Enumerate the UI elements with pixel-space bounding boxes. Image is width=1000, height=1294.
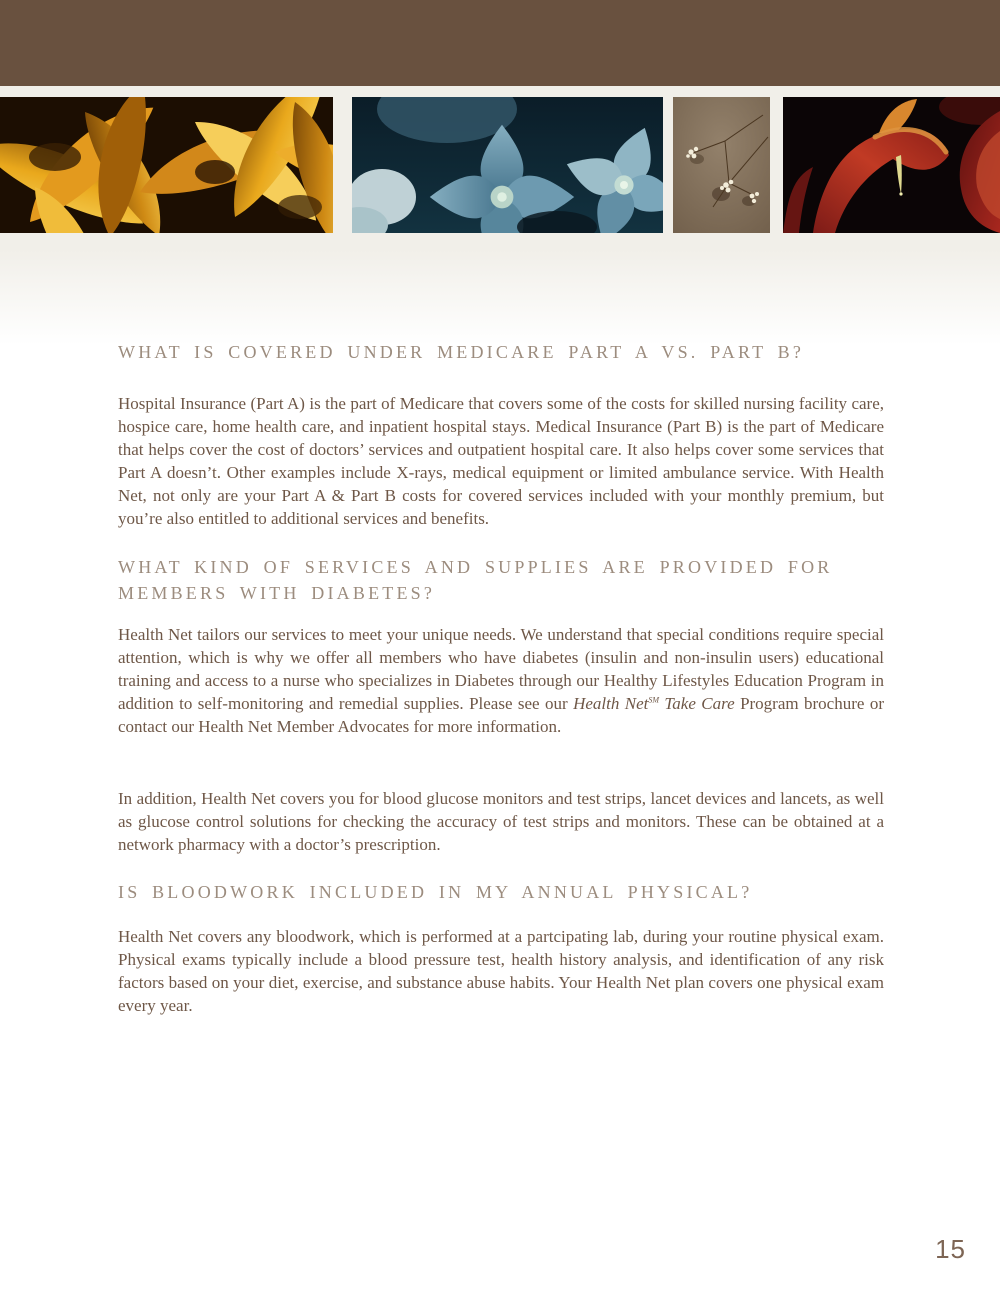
- paragraph-bloodwork: Health Net covers any bloodwork, which is performed at a partcipating lab, during your routine physical exam. Physical exams typically include a blood pressure test, health history analysis, and identification of any risk factors based on your diet, exercise, and substance abuse habits. Your Health Net plan covers one physical exam every year.: [118, 927, 884, 1015]
- photo-golden-petals: [0, 97, 333, 233]
- babys-breath-image: [673, 97, 770, 233]
- section-heading-medicare-parts: WHAT IS COVERED UNDER MEDICARE PART A VS. PART B?: [118, 342, 805, 362]
- section-heading-bloodwork: IS BLOODWORK INCLUDED IN MY ANNUAL PHYSICAL?: [118, 882, 753, 902]
- heading-line-2: MEMBERS WITH DIABETES?: [118, 583, 436, 603]
- service-mark: SM: [648, 695, 660, 705]
- page-content: [118, 342, 884, 1017]
- section-heading-diabetes: [118, 554, 884, 606]
- paragraph-medicare-parts: Hospital Insurance (Part A) is the part of Medicare that covers some of the costs for skilled nursing facility care, hospice care, home health care, and inpatient hospital stays. Medical Insurance (Part B) is the part of Medicare that helps cover the cost of doctors’ services and outpatient hospital care. It also helps cover some services that Part A doesn’t. Other examples include X-rays, medical equipment or limited ambulance service. With Health Net, not only are your Part A & Part B costs for covered services included with your monthly premium, but you’re also entitled to additional services and benefits.: [118, 394, 884, 528]
- photo-strip: [0, 97, 1000, 233]
- paragraph-diabetes-supplies: In addition, Health Net covers you for blood glucose monitors and test strips, lancet devices and lancets, as well as glucose control solutions for checking the accuracy of test strips and monitors. These can be obtained at a network pharmacy with a doctor’s prescription.: [118, 789, 884, 854]
- text-run-italic-program: Take Care: [659, 694, 735, 713]
- text-run-italic-brand: Health Net: [573, 694, 649, 713]
- paragraph-diabetes-services: [118, 623, 884, 738]
- blue-hydrangea-image: [352, 97, 663, 233]
- golden-petals-image: [0, 97, 333, 233]
- heading-line-1: WHAT KIND OF SERVICES AND SUPPLIES ARE PROVIDED FOR: [118, 557, 833, 577]
- red-calla-lilies-image: [783, 97, 1000, 233]
- header-bar: [0, 0, 1000, 86]
- page-number: 15: [935, 1234, 966, 1264]
- text-run: Health Net tailors our services to meet your unique needs. We understand that special conditions require special attention, which is why we offer all members who have diabetes (insulin and non-insulin users) educational training and access to a nurse who specializes in Diabetes through our Healthy Lifestyles Education Program in addition to self-monitoring and remedial supplies. Please see our: [118, 625, 884, 713]
- photo-red-calla-lilies: [783, 97, 1000, 233]
- photo-blue-hydrangea: [352, 97, 663, 233]
- text-run: Program brochure or contact our Health Net Member Advocates for more information.: [118, 694, 884, 736]
- photo-babys-breath: [673, 97, 770, 233]
